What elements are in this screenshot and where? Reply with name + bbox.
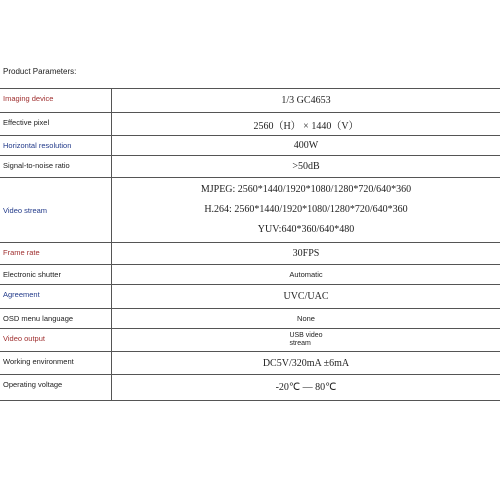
row-label: OSD menu language [0, 309, 112, 329]
row-label: Video stream [0, 178, 112, 243]
table-row [0, 136, 500, 156]
row-value: None [112, 309, 500, 329]
page-title: Product Parameters: [3, 67, 77, 76]
video-stream-h264: H.264: 2560*1440/1920*1080/1280*720/640*360 [204, 204, 408, 215]
row-value: DC5V/320mA ±6mA [112, 352, 500, 375]
table-row [0, 89, 500, 113]
row-label: Operating voltage [0, 375, 112, 401]
row-value [112, 178, 500, 243]
row-label: Signal-to-noise ratio [0, 156, 112, 178]
row-value: >50dB [112, 156, 500, 178]
row-label: Electronic shutter [0, 265, 112, 285]
video-output-line-2: stream [289, 340, 311, 347]
table-row [0, 178, 500, 243]
row-value: Automatic [112, 265, 500, 285]
table-row [0, 156, 500, 178]
parameters-table [0, 88, 500, 401]
row-value: UVC/UAC [112, 285, 500, 309]
row-value: 400W [112, 136, 500, 156]
row-label: Frame rate [0, 243, 112, 265]
row-label: Horizontal resolution [0, 136, 112, 156]
table-row [0, 285, 500, 309]
table-row [0, 329, 500, 352]
table-row [0, 375, 500, 401]
row-value [112, 329, 500, 352]
row-value: 1/3 GC4653 [112, 89, 500, 113]
row-value: -20℃ — 80℃ [112, 375, 500, 401]
row-label: Video output [0, 329, 112, 352]
row-label: Effective pixel [0, 113, 112, 136]
row-value: 2560（H） × 1440（V） [112, 113, 500, 136]
table-row [0, 243, 500, 265]
video-output-line-1: USB video [289, 332, 323, 339]
video-stream-yuv: YUV:640*360/640*480 [257, 224, 355, 235]
row-label: Imaging device [0, 89, 112, 113]
table-row [0, 113, 500, 136]
table-row [0, 352, 500, 375]
row-label: Working environment [0, 352, 112, 375]
table-row [0, 265, 500, 285]
table-row [0, 309, 500, 329]
row-label: Agreement [0, 285, 112, 309]
row-value: 30FPS [112, 243, 500, 265]
video-stream-mjpeg: MJPEG: 2560*1440/1920*1080/1280*720/640*360 [200, 184, 412, 195]
